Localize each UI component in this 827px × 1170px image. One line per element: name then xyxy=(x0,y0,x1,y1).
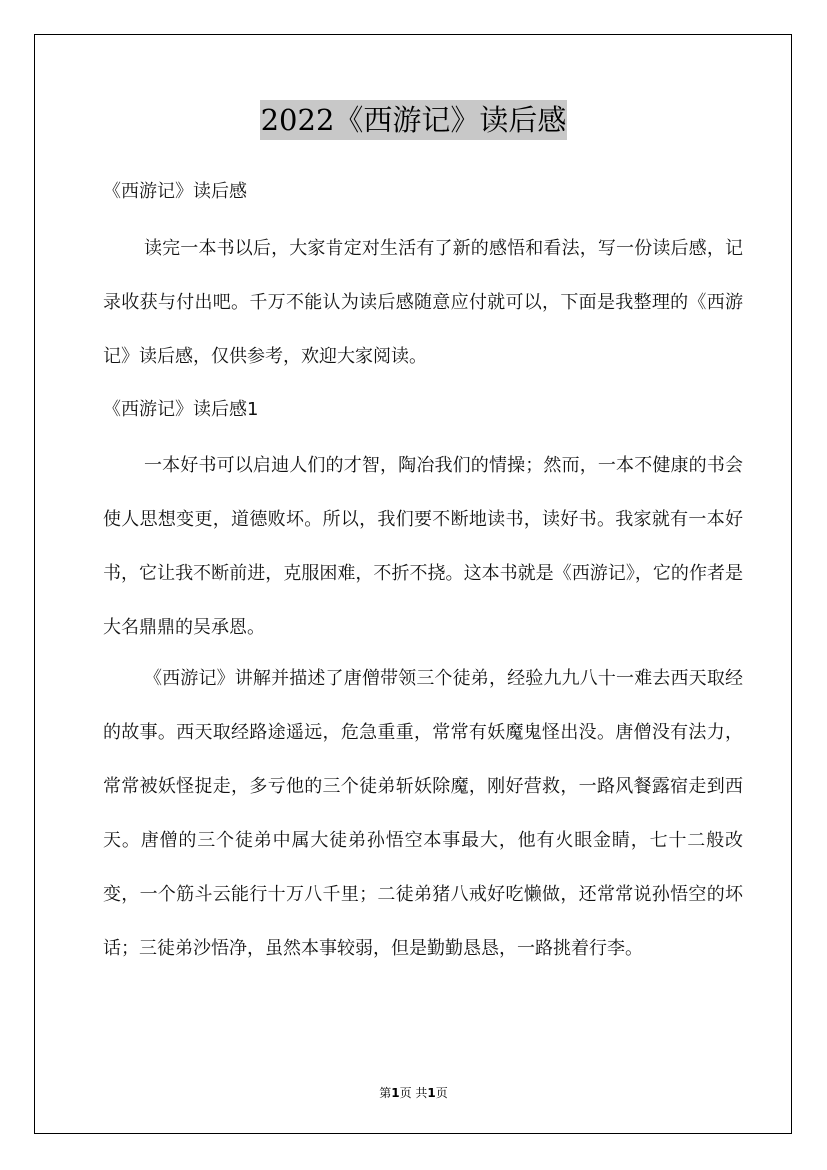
intro-heading: 《西游记》读后感 xyxy=(103,181,247,202)
paragraph-2: 《西游记》讲解并描述了唐僧带领三个徒弟，经验九九八十一难去西天取经的故事。西天取经路途遥远，危急重重，常常有妖魔鬼怪出没。唐僧没有法力，常常被妖怪捉走，多亏他的三个徒弟斩妖除魔，刚好营救，一路风餐露宿走到西天。唐僧的三个徒弟中属大徒弟孙悟空本事最大，他有火眼金睛，七十二般改变，一个筋斗云能行十万八千里；二徒弟猪八戒好吃懒做，还常常说孙悟空的坏话；三徒弟沙悟净，虽然本事较弱，但是勤勤恳恳，一路挑着行李。 xyxy=(103,668,743,959)
paragraph-1: 一本好书可以启迪人们的才智，陶冶我们的情操；然而，一本不健康的书会使人思想变更，道德败坏。所以，我们要不断地读书，读好书。我家就有一本好书，它让我不断前进，克服困难，不折不挠。这本书就是《西游记》，它的作者是大名鼎鼎的吴承恩。 xyxy=(103,455,743,638)
intro-paragraph: 读完一本书以后，大家肯定对生活有了新的感悟和看法，写一份读后感，记录收获与付出吧。千万不能认为读后感随意应付就可以，下面是我整理的《西游记》读后感，仅供参考，欢迎大家阅读。 xyxy=(103,238,743,367)
footer-page-total: 1 xyxy=(427,1086,436,1100)
footer-page-number: 1 xyxy=(391,1086,400,1100)
title-container xyxy=(0,100,827,140)
document-title: 2022《西游记》读后感 xyxy=(260,100,568,140)
footer-suffix: 页 xyxy=(435,1086,448,1100)
page-footer xyxy=(0,1084,827,1101)
footer-mid: 页 共 xyxy=(399,1086,428,1100)
footer-prefix: 第 xyxy=(379,1086,392,1100)
section-heading-1: 《西游记》读后感1 xyxy=(103,399,259,420)
